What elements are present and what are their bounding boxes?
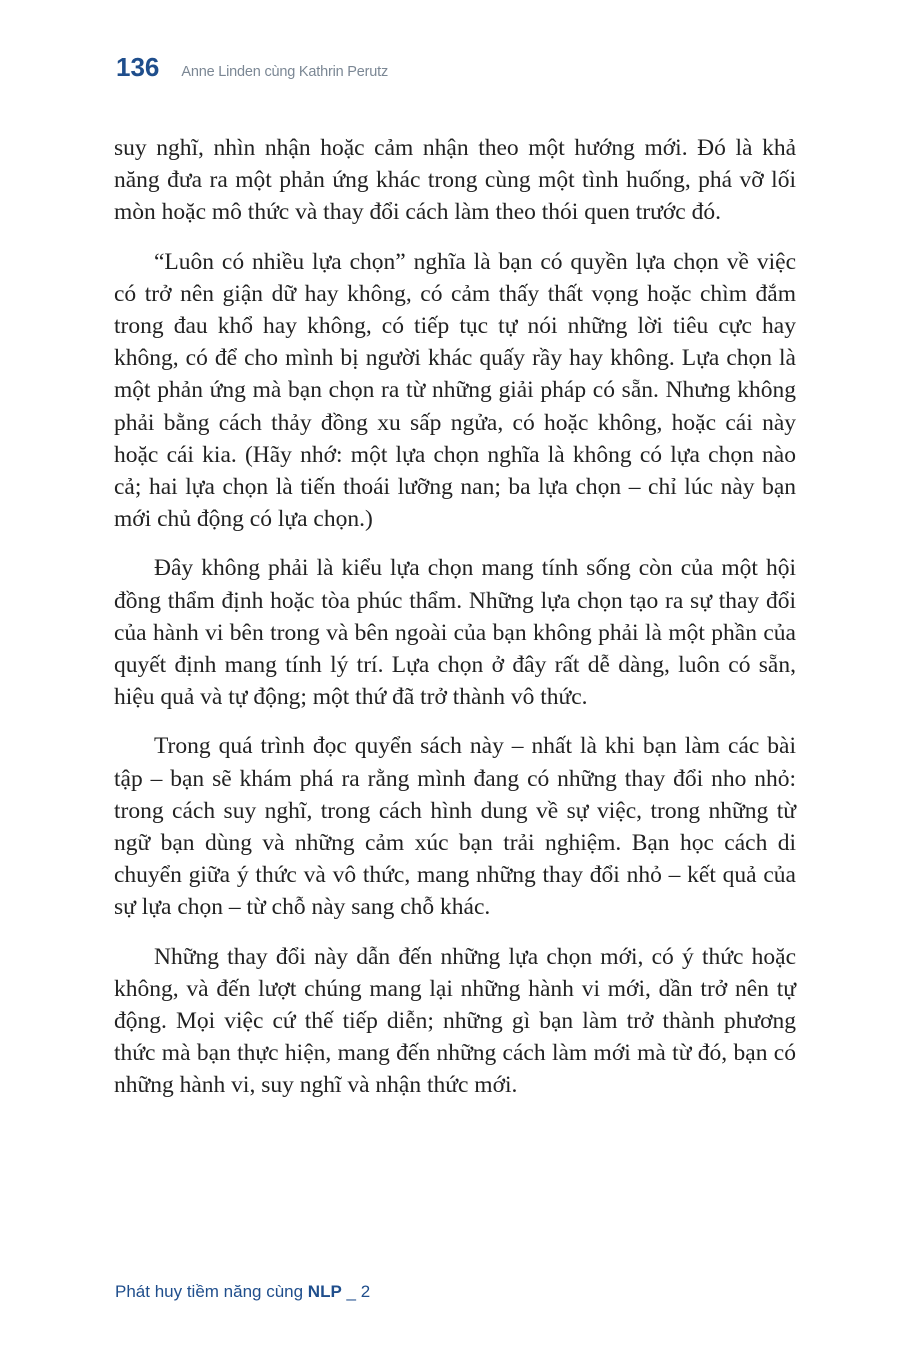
paragraph: Những thay đổi này dẫn đến những lựa chọn mới, có ý thức hoặc không, và đến lượt chúng mang lại những hành vi mới, dần trở nên tự động. Mọi việc cứ thế tiếp diễn; những gì bạn làm trở thành phương thức mà bạn thực hiện, mang đến những cách làm mới mà từ đó, bạn có những hành vi, suy nghĩ và nhận thức mới. [114,943,796,1099]
running-header [116,52,388,83]
page-number: 136 [116,52,160,82]
paragraph: Đây không phải là kiểu lựa chọn mang tính sống còn của một hội đồng thẩm định hoặc tòa phúc thẩm. Những lựa chọn tạo ra sự thay đổi của hành vi bên trong và bên ngoài của bạn không phải là một phần của quyết định mang tính lý trí. Lựa chọn ở đây rất dễ dàng, luôn có sẵn, hiệu quả và tự động; một thứ đã trở thành vô thức. [114,555,796,711]
running-footer [115,1282,370,1302]
footer-series-suffix: _ 2 [341,1282,371,1301]
footer-series-title: Phát huy tiềm năng cùng [115,1282,308,1301]
paragraph: Trong quá trình đọc quyển sách này – nhất là khi bạn làm các bài tập – bạn sẽ khám phá ra rằng mình đang có những thay đổi nho nhỏ: trong cách suy nghĩ, trong cách hình dung về sự việc, trong những từ ngữ bạn dùng và những cảm xúc bạn trải nghiệm. Bạn học cách di chuyển giữa ý thức và vô thức, mang những thay đổi nhỏ – kết quả của sự lựa chọn – từ chỗ này sang chỗ khác. [114,733,796,921]
footer-series-strong: NLP [307,1282,342,1301]
page-body [114,132,796,1119]
paragraph: suy nghĩ, nhìn nhận hoặc cảm nhận theo một hướng mới. Đó là khả năng đưa ra một phản ứng khác trong cùng một tình huống, phá vỡ lối mòn hoặc mô thức và thay đổi cách làm theo thói quen trước đó. [114,135,796,226]
paragraph: “Luôn có nhiều lựa chọn” nghĩa là bạn có quyền lựa chọn về việc có trở nên giận dữ hay không, có cảm thấy thất vọng hoặc chìm đắm trong đau khổ hay không, có tiếp tục tự nói những lời tiêu cực hay không, có để cho mình bị người khác quấy rầy hay không. Lựa chọn là một phản ứng mà bạn chọn ra từ những giải pháp có sẵn. Nhưng không phải bằng cách thảy đồng xu sấp ngửa, có hoặc không, hoặc cái này hoặc cái kia. (Hãy nhớ: một lựa chọn nghĩa là không có lựa chọn nào cả; hai lựa chọn là tiến thoái lưỡng nan; ba lựa chọn – chỉ lúc này bạn mới chủ động có lựa chọn.) [114,248,796,533]
header-author: Anne Linden cùng Kathrin Perutz [181,64,389,80]
